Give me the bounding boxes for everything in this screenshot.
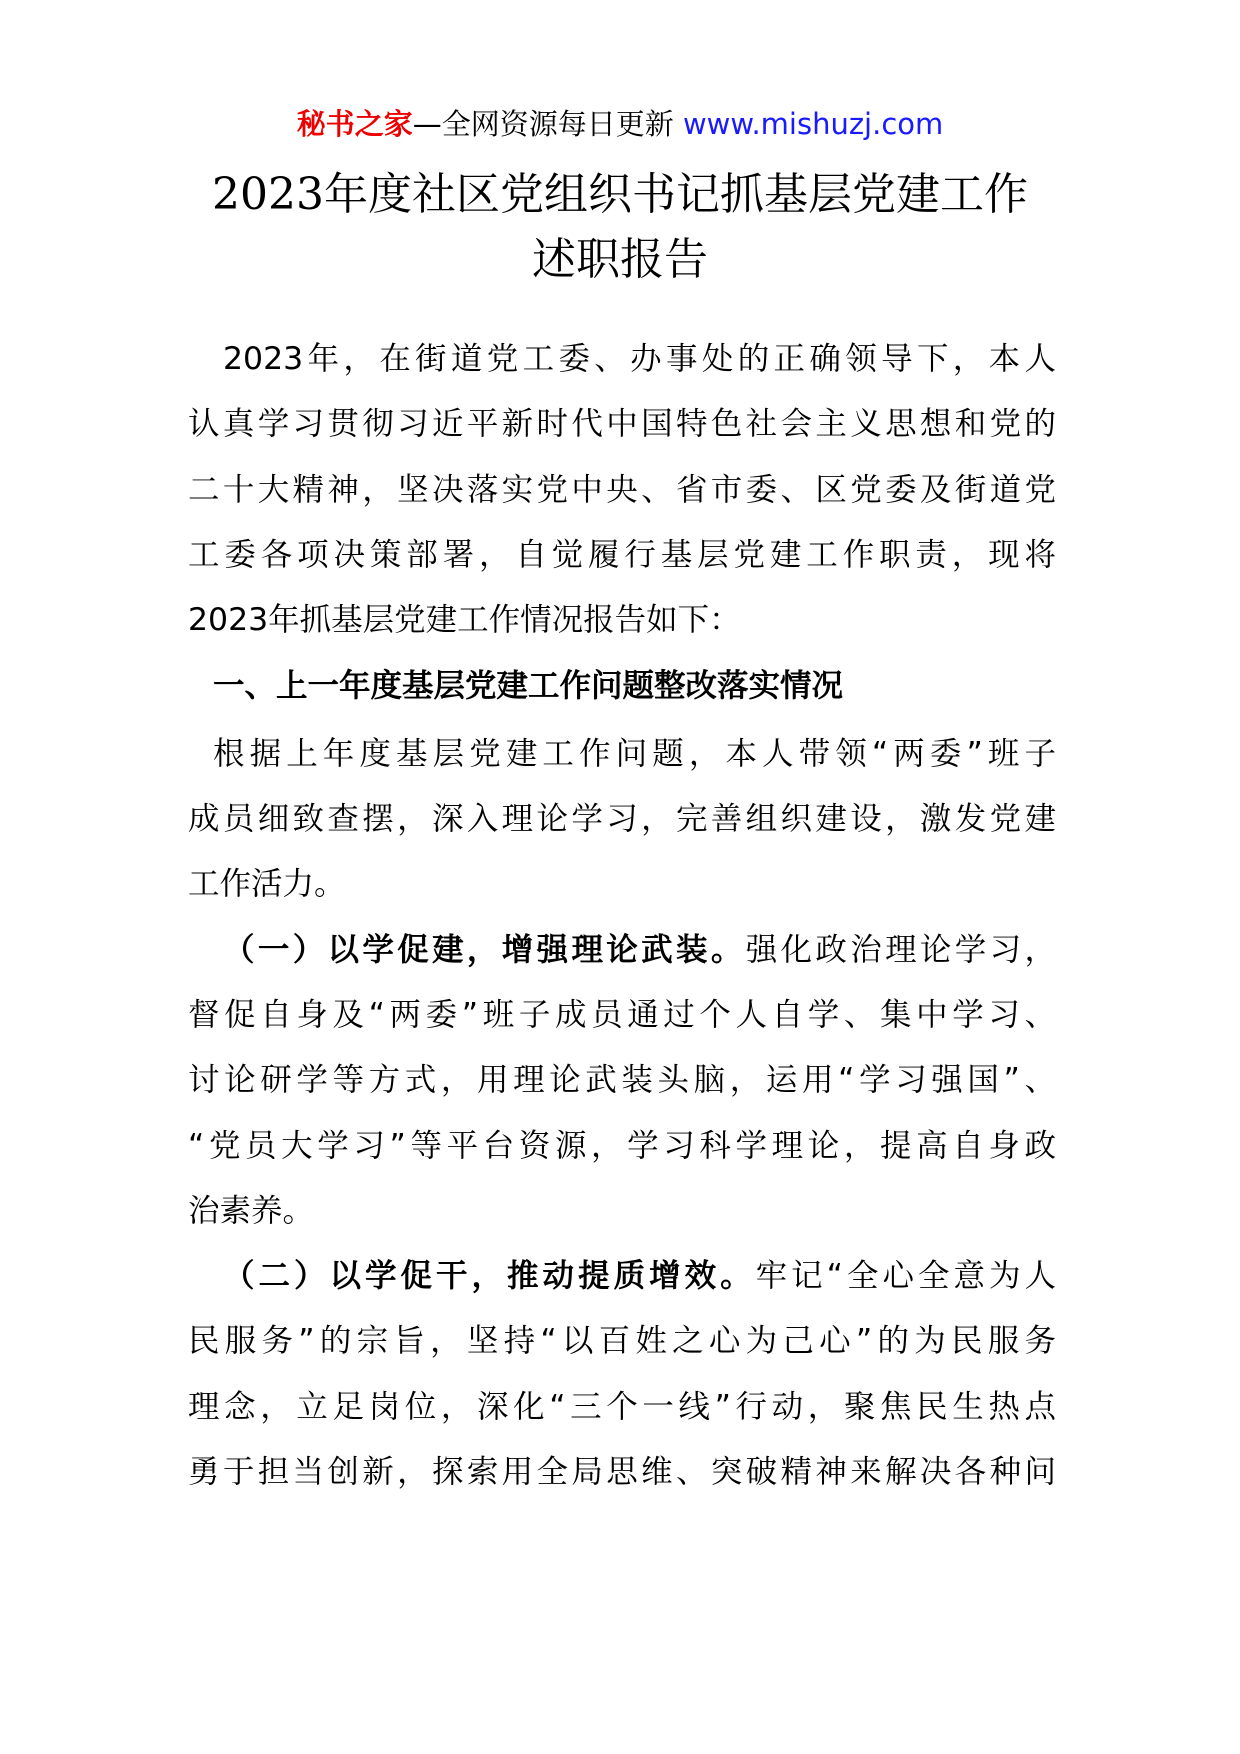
intro-line: 2023年抓基层党建工作情况报告如下：	[188, 602, 741, 639]
item-first-line	[188, 918, 1056, 983]
item-lead: （二）以学促干，推动提质增效。	[223, 1258, 756, 1295]
subsection-item-1	[188, 918, 1056, 1244]
item-line: “党员大学习”等平台资源，学习科学理论，提高自身政	[188, 1127, 1056, 1164]
intro-line: 2023年，在街道党工委、办事处的正确领导下，本人	[223, 341, 1056, 377]
section-paragraph-line: 工作活力。	[188, 866, 346, 903]
intro-paragraph	[188, 327, 1056, 653]
item-line: 讨论研学等方式，用理论武装头脑，运用“学习强国”、	[188, 1062, 1056, 1099]
subsection-item-2	[188, 1244, 1056, 1505]
site-banner	[0, 104, 1240, 144]
intro-line: 认真学习贯彻习近平新时代中国特色社会主义思想和党的	[188, 406, 1056, 443]
item-first-line	[188, 1244, 1056, 1309]
intro-line: 工委各项决策部署，自觉履行基层党建工作职责，现将	[188, 536, 1056, 573]
item-line: 民服务”的宗旨，坚持“以百姓之心为己心”的为民服务	[188, 1323, 1056, 1360]
section-heading	[188, 654, 1056, 719]
document-body	[188, 327, 1056, 1505]
banner-tagline: —全网资源每日更新	[412, 107, 674, 141]
section-heading-text: 一、上一年度基层党建工作问题整改落实情况	[213, 668, 844, 705]
item-line: 勇于担当创新，探索用全局思维、突破精神来解决各种问	[188, 1454, 1056, 1491]
item-line: 督促自身及“两委”班子成员通过个人自学、集中学习、	[188, 996, 1056, 1033]
document-title	[0, 162, 1240, 292]
intro-line: 二十大精神，坚决落实党中央、省市委、区党委及街道党	[188, 471, 1056, 508]
section-paragraph	[188, 722, 1056, 918]
banner-url-link[interactable]: www.mishuzj.com	[682, 107, 944, 141]
item-first-rest: 强化政治理论学习，	[745, 931, 1056, 968]
section-paragraph-line: 成员细致查摆，深入理论学习，完善组织建设，激发党建	[188, 801, 1056, 838]
item-line: 治素养。	[188, 1192, 315, 1229]
section-paragraph-line: 根据上年度基层党建工作问题，本人带领“两委”班子	[213, 735, 1056, 772]
banner-brand: 秘书之家	[296, 107, 413, 141]
title-line-1: 2023年度社区党组织书记抓基层党建工作	[212, 169, 1028, 220]
item-lead: （一）以学促建，增强理论武装。	[223, 931, 746, 968]
title-line-2: 述职报告	[532, 234, 708, 285]
item-first-rest: 牢记“全心全意为人	[755, 1258, 1056, 1295]
item-line: 理念，立足岗位，深化“三个一线”行动，聚焦民生热点	[188, 1388, 1056, 1425]
